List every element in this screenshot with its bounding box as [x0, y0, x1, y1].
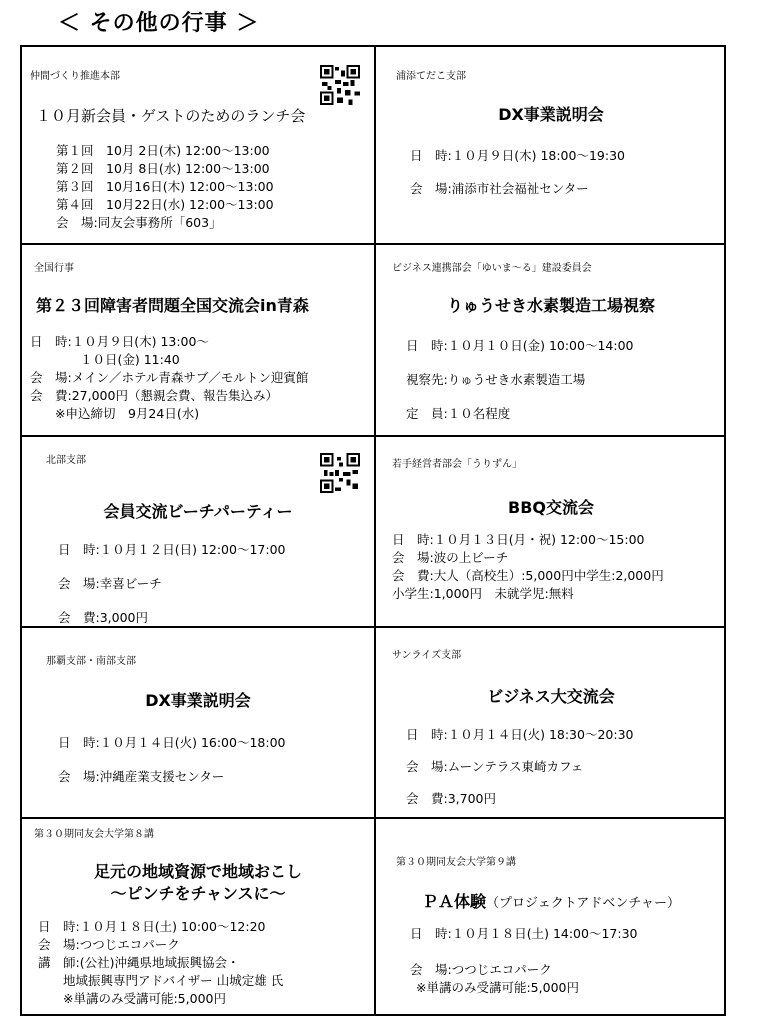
event-card-beach-party [22, 437, 374, 626]
event-organizer: 第３０期同友会大学第８講 [34, 829, 154, 840]
event-detail: 会 場:浦添市社会福祉センター [410, 181, 589, 196]
event-title: DX事業説明会 [145, 691, 251, 710]
event-detail: 日 時:１０月１０日(金) 10:00～14:00 [406, 338, 634, 353]
event-detail: 会 場:幸喜ビーチ [58, 576, 162, 591]
event-detail: 会 場:沖縄産業支援センター [58, 769, 225, 784]
event-detail: 日 時:１０月１３日(月・祝) 12:00～15:00 [392, 532, 645, 547]
page-heading: ＜ その他の行事 ＞ [58, 11, 260, 36]
event-detail: ※単講のみ受講可能:5,000円 [416, 980, 579, 995]
event-card-lunch [22, 47, 374, 243]
event-card-business-exchange [376, 628, 726, 817]
event-organizer: 那覇支部・南部支部 [46, 656, 136, 667]
event-card-lecture-9 [376, 819, 726, 1016]
event-detail: 定 員:１０名程度 [406, 406, 511, 421]
event-detail: 会 費:27,000円（懇親会費、報告集込み） [30, 388, 278, 403]
event-title-sub: （プロジェクトアドベンチャー） [486, 896, 680, 911]
qr-code-icon[interactable] [320, 65, 360, 105]
events-grid [20, 45, 726, 1016]
event-detail: 会 場:ムーンテラス東崎カフェ [406, 759, 584, 774]
event-detail: １０日(金) 11:40 [30, 352, 180, 367]
event-detail: 小学生:1,000円 未就学児:無料 [392, 586, 574, 601]
event-detail: 日 時:１０月９日(木) 13:00～ [30, 334, 209, 349]
event-detail: 会 場:メイン／ホテル青森サブ／モルトン迎賓館 [30, 370, 309, 385]
event-card-bbq [376, 437, 726, 626]
event-detail: 会 費:3,000円 [58, 610, 148, 625]
event-detail: 日 時:１０月９日(木) 18:00～19:30 [410, 148, 625, 163]
event-detail: 日 時:１０月１４日(火) 16:00～18:00 [58, 735, 286, 750]
event-card-dx-urasoe [376, 47, 726, 243]
event-organizer: 浦添てだこ支部 [396, 71, 466, 82]
event-organizer: ビジネス連携部会「ゆいま～る」建設委員会 [392, 263, 592, 274]
event-title: １０月新会員・ゲストのためのランチ会 [36, 107, 306, 125]
event-card-dx-naha [22, 628, 374, 817]
event-title: DX事業説明会 [498, 105, 604, 124]
event-subtitle: ～ピンチをチャンスに～ [110, 884, 286, 903]
event-detail: 第３回 10月16日(木) 12:00～13:00 [56, 179, 274, 194]
event-detail: 講 師:(公社)沖縄県地域振興協会・ [38, 955, 240, 970]
event-detail: 地域振興専門アドバイザー 山城定雄 氏 [38, 973, 284, 988]
event-detail: 日 時:１０月１２日(日) 12:00～17:00 [58, 542, 286, 557]
event-organizer: 仲間づくり推進本部 [30, 71, 120, 82]
event-organizer: 北部支部 [46, 455, 86, 466]
event-detail: 会 場:波の上ビーチ [392, 550, 509, 565]
event-organizer: 若手経営者部会「うりずん」 [392, 459, 522, 470]
event-title-main: ＰＡ体験 [422, 892, 487, 911]
event-detail: 会 費:3,700円 [406, 791, 496, 806]
event-card-lecture-8 [22, 819, 374, 1016]
event-detail: 日 時:１０月１８日(土) 10:00～12:20 [38, 919, 266, 934]
event-detail: 会 場:同友会事務所「603」 [56, 215, 222, 230]
event-detail: ※申込締切 9月24日(水) [30, 406, 200, 421]
event-title: 第２３回障害者問題全国交流会in青森 [36, 296, 309, 315]
event-title: 足元の地域資源で地域おこし [93, 862, 302, 881]
event-title [376, 889, 726, 912]
event-card-aomori [22, 245, 374, 435]
event-detail: 会 費:大人（高校生）:5,000円中学生:2,000円 [392, 568, 664, 583]
qr-code-icon[interactable] [320, 453, 360, 493]
event-organizer: 第３０期同友会大学第９講 [396, 857, 516, 868]
event-detail: 視察先:りゅうせき水素製造工場 [406, 372, 586, 387]
event-title: 会員交流ビーチパーティー [103, 502, 293, 521]
event-detail: 日 時:１０月１８日(土) 14:00～17:30 [410, 926, 638, 941]
event-detail: ※単講のみ受講可能:5,000円 [38, 991, 226, 1006]
event-detail: 会 場:つつじエコパーク [38, 937, 180, 952]
event-title: りゅうせき水素製造工場視察 [446, 296, 655, 315]
event-title: ビジネス大交流会 [487, 687, 615, 706]
event-organizer: サンライズ支部 [392, 650, 462, 661]
event-title: BBQ交流会 [508, 498, 594, 517]
event-detail: 日 時:１０月１４日(火) 18:30～20:30 [406, 727, 634, 742]
event-detail: 会 場:つつじエコパーク [410, 962, 552, 977]
event-card-ryuseki [376, 245, 726, 435]
event-detail: 第１回 10月 2日(木) 12:00～13:00 [56, 143, 270, 158]
event-organizer: 全国行事 [34, 263, 74, 274]
event-detail: 第２回 10月 8日(水) 12:00～13:00 [56, 161, 270, 176]
event-detail: 第４回 10月22日(水) 12:00～13:00 [56, 197, 274, 212]
